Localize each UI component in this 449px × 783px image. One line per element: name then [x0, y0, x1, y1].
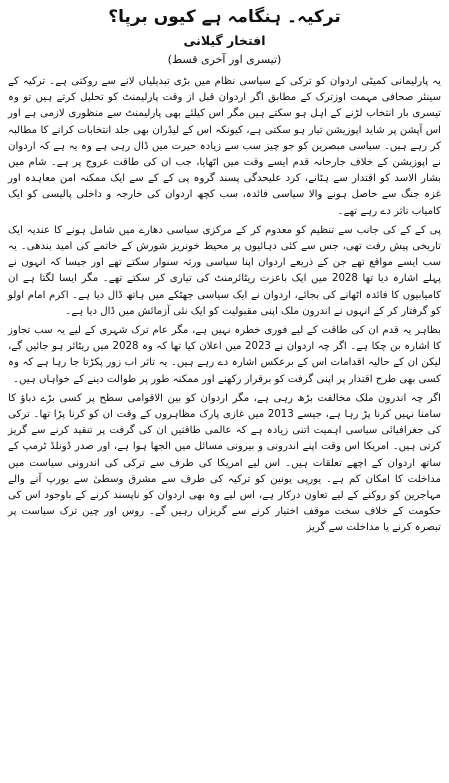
installment-note: (تیسری اور آخری قسط) — [167, 53, 282, 66]
article-headline: ترکیہ۔ ہنگامہ ہے کیوں برپا؟ — [108, 7, 341, 27]
paragraph-4: اگر چہ اندرون ملک مخالفت بڑھ رہی ہے، مگر اردوان کو بین الاقوامی سطح پر کسی بڑے دباؤ کا سامنا نہیں کرنا پڑ رہا ہے، جیسے 2013 میں غازی پارک مظاہروں کے وقت ان کو کرنا پڑا تھا۔ ترکی کی جغرافیائی سیاسی اہمیت اتنی زیادہ ہے کہ عالمی طاقتیں ان کی گرفت پر تنقید کرنے سے گریز کرتی ہیں۔ امریکا اس وقت اپنے اندرونی و بیرونی مسائل میں الجھا ہوا ہے، اور صدر ڈونلڈ ٹرمپ کے ساتھ اردوان کے اچھے تعلقات ہیں۔ اس لیے امریکا کی طرف سے ترکی کی اندرونی سیاست میں مداخلت کا امکان کم ہے۔ یورپی یونین کو ترکیہ کی طرف سے مشرق وسطیٰ سے یورپ آنے والے مہاجرین کو روکنے کے لیے تعاون درکار ہے، اس لیے وہ بھی اردوان کو ناپسند کرنے کے باوجود اس کی حکومت کے خلاف سخت موقف اختیار کرنے سے گریزاں رہیں گے۔ روس اور چین ترک سیاست پر تبصرہ کرنے یا مداخلت سے گریز — [8, 392, 441, 534]
article-body — [8, 74, 441, 537]
author-name: افتخار گیلانی — [183, 33, 266, 48]
byline — [8, 32, 441, 68]
paragraph-2: پی کے کے کی جانب سے تنظیم کو معدوم کر کے مرکزی سیاسی دھارے میں شامل ہونے کا عندیہ ایک تاریخی پیش رفت تھی، جس سے کئی دہائیوں پر محیط خونریز شورش کے خاتمے کی امید بندھی۔ یہ سب ایسے مواقع تھے جن کے ذریعے اردوان اپنا سیاسی ورثہ سنوار سکتے تھے اور جیسا کہ انہوں نے پہلے اشارہ دیا تھا 2028 میں ایک باعزت ریٹائرمنٹ کی تیاری کر سکتے تھے۔ مگر ایسا لگتا ہے ان کامیابیوں کا فائدہ اٹھانے کی بجائے، اردوان نے ایک سیاسی جھٹکے میں ہاتھ ڈال دیا ہے۔ اکرم امام اولو کو گرفتار کر کے انہوں نے اندرون ملک اپنی مقبولیت کو ایک نئی آزمائش میں ڈال دیا ہے۔ — [8, 224, 441, 317]
paragraph-1: یہ پارلیمانی کمیٹی اردوان کو ترکی کے سیاسی نظام میں بڑی تبدیلیاں لانے سے روکتی ہے۔ ترکیہ کے سینئر صحافی مہمت اوزترک کے مطابق اگر اردوان قبل از وقت پارلیمنٹ کو تحلیل کرتے ہیں تو وہ تیسری بار انتخاب لڑنے کے اہل ہو سکتے ہیں مگر اس کیلئے بھی پارلیمنٹ سے منظوری لازمی ہے اور اس آپشن پر شاید اپوزیشن تیار ہو سکتی ہے، کیونکہ اس کے لیڈران بھی جلد انتخابات کرانے کا مطالبہ کر رہے ہیں۔ سیاسی مبصرین کو جو چیز سب سے زیادہ حیرت میں ڈال رہی ہے وہ یہ ہے کہ اردوان نے اپوزیشن کے خلاف جارحانہ قدم ایسے وقت میں اٹھایا، جب ان کی طاقت عروج پر ہے۔ شام میں بشار الاسد کو اقتدار سے ہٹانے، کرد علیحدگی پسند گروہ پی کے کے سے ایک ممکنہ امن معاہدہ اور غزہ جنگ سے حاصل ہونے والا سیاسی فائدہ، سب کچھ اردوان کی خارجہ و داخلی پالیسی کو ایک کامیاب تاثر دے رہے تھے۔ — [8, 76, 441, 217]
paragraph-3: بظاہر یہ قدم ان کی طاقت کے لیے فوری خطرہ نہیں ہے، مگر عام ترک شہری کے لیے یہ سب تجاوز کا اشارہ بن چکا ہے۔ اگر چہ اردوان نے 2023 میں اعلان کیا تھا کہ وہ 2028 میں ریٹائر ہو جائیں گے، لیکن ان کے حالیہ اقدامات اس کے برعکس اشارہ دے رہے ہیں۔ یہ تاثر اب زور پکڑتا جا رہا ہے کہ وہ کسی بھی طرح اقتدار پر اپنی گرفت کو برقرار رکھنے اور ممکنہ طور پر طوالت دینے کے خواہاں ہیں۔ — [8, 325, 442, 385]
